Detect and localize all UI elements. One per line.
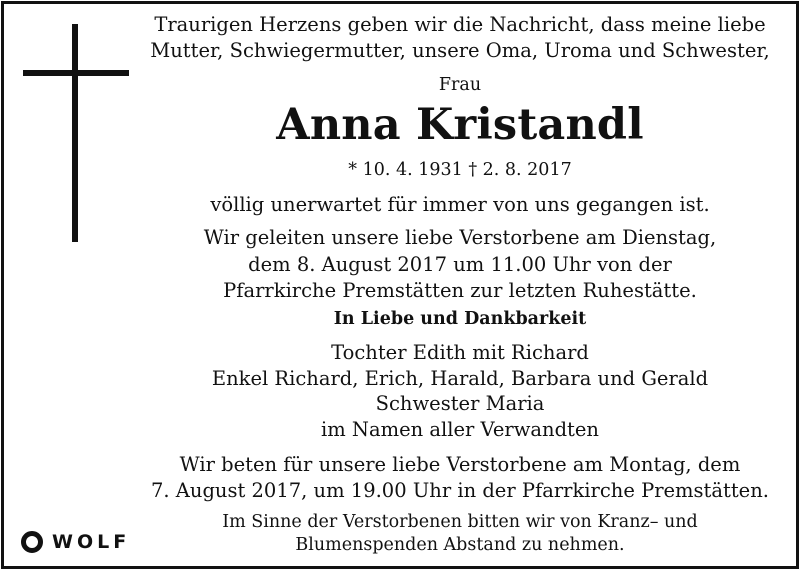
- mourner-line: Tochter Edith mit Richard: [331, 341, 589, 364]
- salutation: Frau: [438, 75, 482, 95]
- prayer-line-2: 7. August 2017, um 19.00 Uhr in der Pfarrkirche Premstätten.: [151, 479, 769, 502]
- funeral-line-1: Wir geleiten unsere liebe Verstorbene am Dienstag,: [203, 226, 717, 249]
- logo-text: WOLF: [52, 531, 131, 553]
- mourner-line: Enkel Richard, Erich, Harald, Barbara und Gerald: [211, 367, 709, 390]
- intro-line-1: Traurigen Herzens geben wir die Nachricht, dass meine liebe: [154, 13, 766, 36]
- request-line-1: Im Sinne der Verstorbenen bitten wir von Kranz– und: [222, 512, 698, 532]
- mourner-line: Schwester Maria: [375, 392, 545, 415]
- passing-line: völlig unerwartet für immer von uns gegangen ist.: [210, 193, 710, 216]
- life-dates: * 10. 4. 1931 † 2. 8. 2017: [348, 160, 572, 180]
- intro-line-2: Mutter, Schwiegermutter, unsere Oma, Uroma und Schwester,: [150, 39, 770, 62]
- prayer-line-1: Wir beten für unsere liebe Verstorbene am Montag, dem: [179, 453, 741, 476]
- request-line-2: Blumenspenden Abstand zu nehmen.: [295, 535, 625, 555]
- funeral-line-2: dem 8. August 2017 um 11.00 Uhr von der: [248, 253, 672, 276]
- mourner-line: im Namen aller Verwandten: [320, 418, 599, 441]
- gratitude-heading: In Liebe und Dankbarkeit: [333, 309, 587, 329]
- funeral-line-3: Pfarrkirche Premstätten zur letzten Ruhestätte.: [223, 279, 697, 302]
- ring-icon: [21, 531, 43, 553]
- wolf-logo: [21, 531, 130, 553]
- deceased-name: Anna Kristandl: [276, 100, 644, 150]
